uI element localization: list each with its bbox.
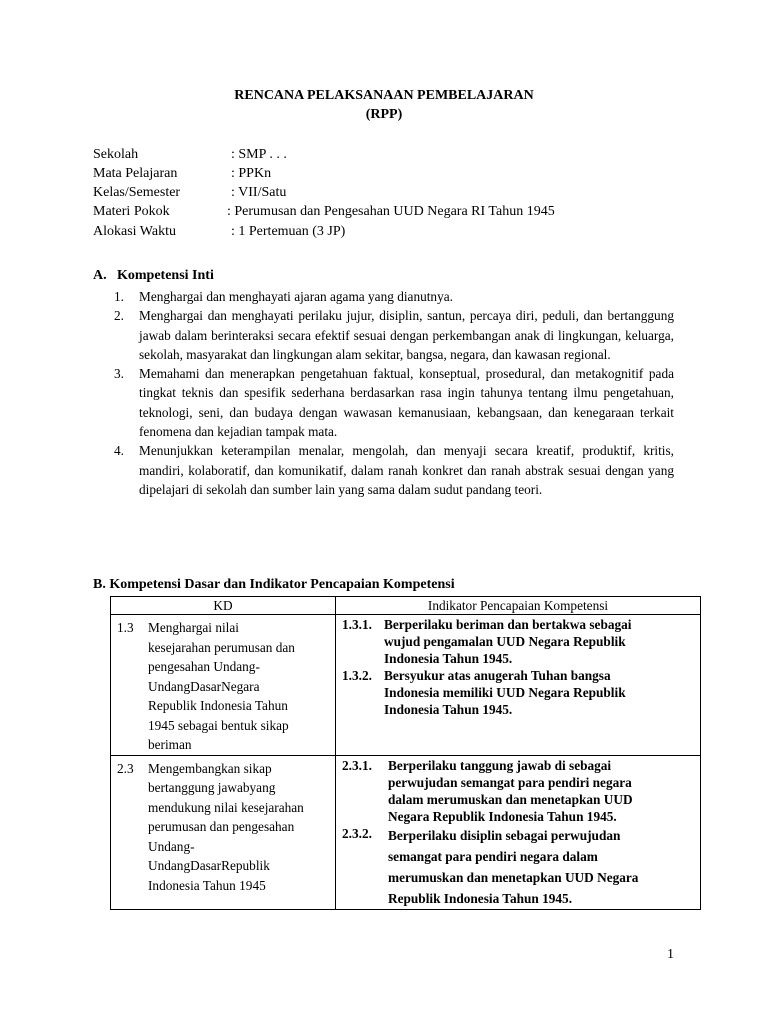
kd-line: perumusan dan pengesahan: [148, 819, 295, 834]
kd-line: UndangDasarRepublik: [148, 858, 270, 873]
indicator-number: 2.3.1.: [342, 757, 372, 773]
list-item-number: 2.: [114, 308, 124, 324]
indicator-item: [342, 667, 694, 718]
kd-number: 2.3: [117, 760, 134, 776]
identity-value: : PPKn: [231, 166, 272, 181]
indicator-line: merumuskan dan menetapkan UUD Negara: [388, 869, 639, 885]
kompetensi-inti-list: [114, 287, 674, 499]
kd-cell: [111, 755, 336, 909]
section-a-heading: [93, 267, 214, 285]
indicator-line: Indonesia Tahun 1945.: [384, 651, 513, 666]
table-row: [111, 615, 701, 756]
identity-value: : SMP . . .: [231, 147, 287, 162]
indicator-item: [342, 616, 694, 667]
indicator-line: wujud pengamalan UUD Negara Republik: [384, 634, 626, 649]
list-item: [114, 306, 674, 364]
list-item-number: 4.: [114, 443, 124, 459]
identity-value: : 1 Pertemuan (3 JP): [231, 224, 346, 239]
document-subtitle: (RPP): [365, 107, 403, 122]
kd-line: beriman: [148, 737, 192, 752]
kd-line: 1945 sebagai bentuk sikap: [148, 717, 289, 733]
list-item-text: Menunjukkan keterampilan menalar, mengolah, dan menyaji secara kreatif, produktif, kritis, mandiri, kolaboratif, dan komunikatif, dalam ranah konkret dan ranah abstrak sesuai dengan yang dipelajari di sekolah dan sumber lain yang sama dalam sudut pandang teori.: [139, 443, 674, 497]
section-a-letter: A.: [93, 268, 107, 283]
kd-line: kesejarahan perumusan dan: [148, 639, 295, 655]
indicator-line: dalam merumuskan dan menetapkan UUD: [388, 791, 633, 807]
column-header-indicator: Indikator Pencapaian Kompetensi: [336, 597, 701, 615]
kd-line: Indonesia Tahun 1945: [148, 877, 266, 893]
indicator-line: semangat para pendiri negara dalam: [388, 848, 598, 864]
indicator-number: 1.3.2.: [342, 668, 372, 683]
kd-line: Mengembangkan sikap: [148, 760, 272, 776]
identity-value: : Perumusan dan Pengesahan UUD Negara RI Tahun 1945: [227, 204, 555, 219]
table-header-row: [111, 597, 701, 615]
identity-label: Alokasi Waktu: [93, 224, 176, 239]
kd-line: pengesahan Undang-: [148, 659, 260, 674]
indicator-line: perwujudan semangat para pendiri negara: [388, 774, 632, 790]
list-item: [114, 287, 674, 306]
list-item-text: Menghargai dan menghayati ajaran agama yang dianutnya.: [139, 289, 453, 304]
identity-label: Mata Pelajaran: [93, 166, 178, 181]
list-item: [114, 364, 674, 441]
kd-line: Undang-: [148, 838, 195, 854]
kd-cell: [111, 615, 336, 756]
kd-line: UndangDasarNegara: [148, 678, 260, 694]
section-b-heading: B. Kompetensi Dasar dan Indikator Pencapaian Kompetensi: [93, 577, 455, 592]
indicator-line: Negara Republik Indonesia Tahun 1945.: [388, 808, 617, 824]
kd-line: bertanggung jawabyang: [148, 780, 276, 795]
document-title: RENCANA PELAKSANAAN PEMBELAJARAN: [234, 88, 534, 103]
indicator-number: 1.3.1.: [342, 617, 372, 632]
indicator-item: [342, 825, 694, 909]
identity-label: Materi Pokok: [93, 204, 170, 219]
identity-label: Kelas/Semester: [93, 185, 181, 200]
page-number: 1: [667, 947, 674, 962]
kd-number: 1.3: [117, 620, 134, 635]
kd-line: mendukung nilai kesejarahan: [148, 799, 304, 815]
kd-line: Menghargai nilai: [148, 620, 239, 635]
indicator-line: Indonesia Tahun 1945.: [384, 702, 513, 717]
list-item-text: Memahami dan menerapkan pengetahuan faktual, konseptual, prosedural, dan metakognitif pada tingkat teknis dan spesifik sederhana berdasarkan rasa ingin tahunya tentang ilmu pengetahuan, teknologi, seni, dan budaya dengan wawasan kemanusiaan, kebangsaan, dan kenegaraan terkait fenomena dan kejadian tampak mata.: [139, 366, 674, 440]
column-header-kd: KD: [111, 597, 336, 615]
table-row: [111, 755, 701, 909]
indicator-line: Republik Indonesia Tahun 1945.: [388, 890, 573, 906]
indicator-line: Berperilaku beriman dan bertakwa sebagai: [384, 617, 632, 632]
indicator-cell: [336, 755, 701, 909]
kd-indicator-table: [110, 596, 701, 910]
list-item: [114, 441, 674, 499]
identity-value: : VII/Satu: [231, 185, 287, 200]
identity-label: Sekolah: [93, 147, 139, 162]
list-item-number: 1.: [114, 289, 124, 304]
indicator-line: Berperilaku tanggung jawab di sebagai: [388, 757, 612, 773]
indicator-line: Bersyukur atas anugerah Tuhan bangsa: [384, 668, 611, 683]
indicator-cell: [336, 615, 701, 756]
indicator-item: [342, 757, 694, 825]
indicator-line: Indonesia memiliki UUD Negara Republik: [384, 685, 626, 700]
indicator-line: Berperilaku disiplin sebagai perwujudan: [388, 827, 621, 843]
list-item-text: Menghargai dan menghayati perilaku jujur, disiplin, santun, percaya diri, peduli, dan bertanggung jawab dalam berinteraksi secara efektif sesuai dengan perkembangan anak di lingkungan, keluarga, sekolah, masyarakat dan lingkungan alam sekitar, bangsa, negara, dan kawasan regional.: [139, 308, 674, 362]
indicator-number: 2.3.2.: [342, 825, 372, 841]
section-a-title: Kompetensi Inti: [117, 268, 214, 283]
kd-line: Republik Indonesia Tahun: [148, 698, 288, 713]
list-item-number: 3.: [114, 366, 124, 382]
